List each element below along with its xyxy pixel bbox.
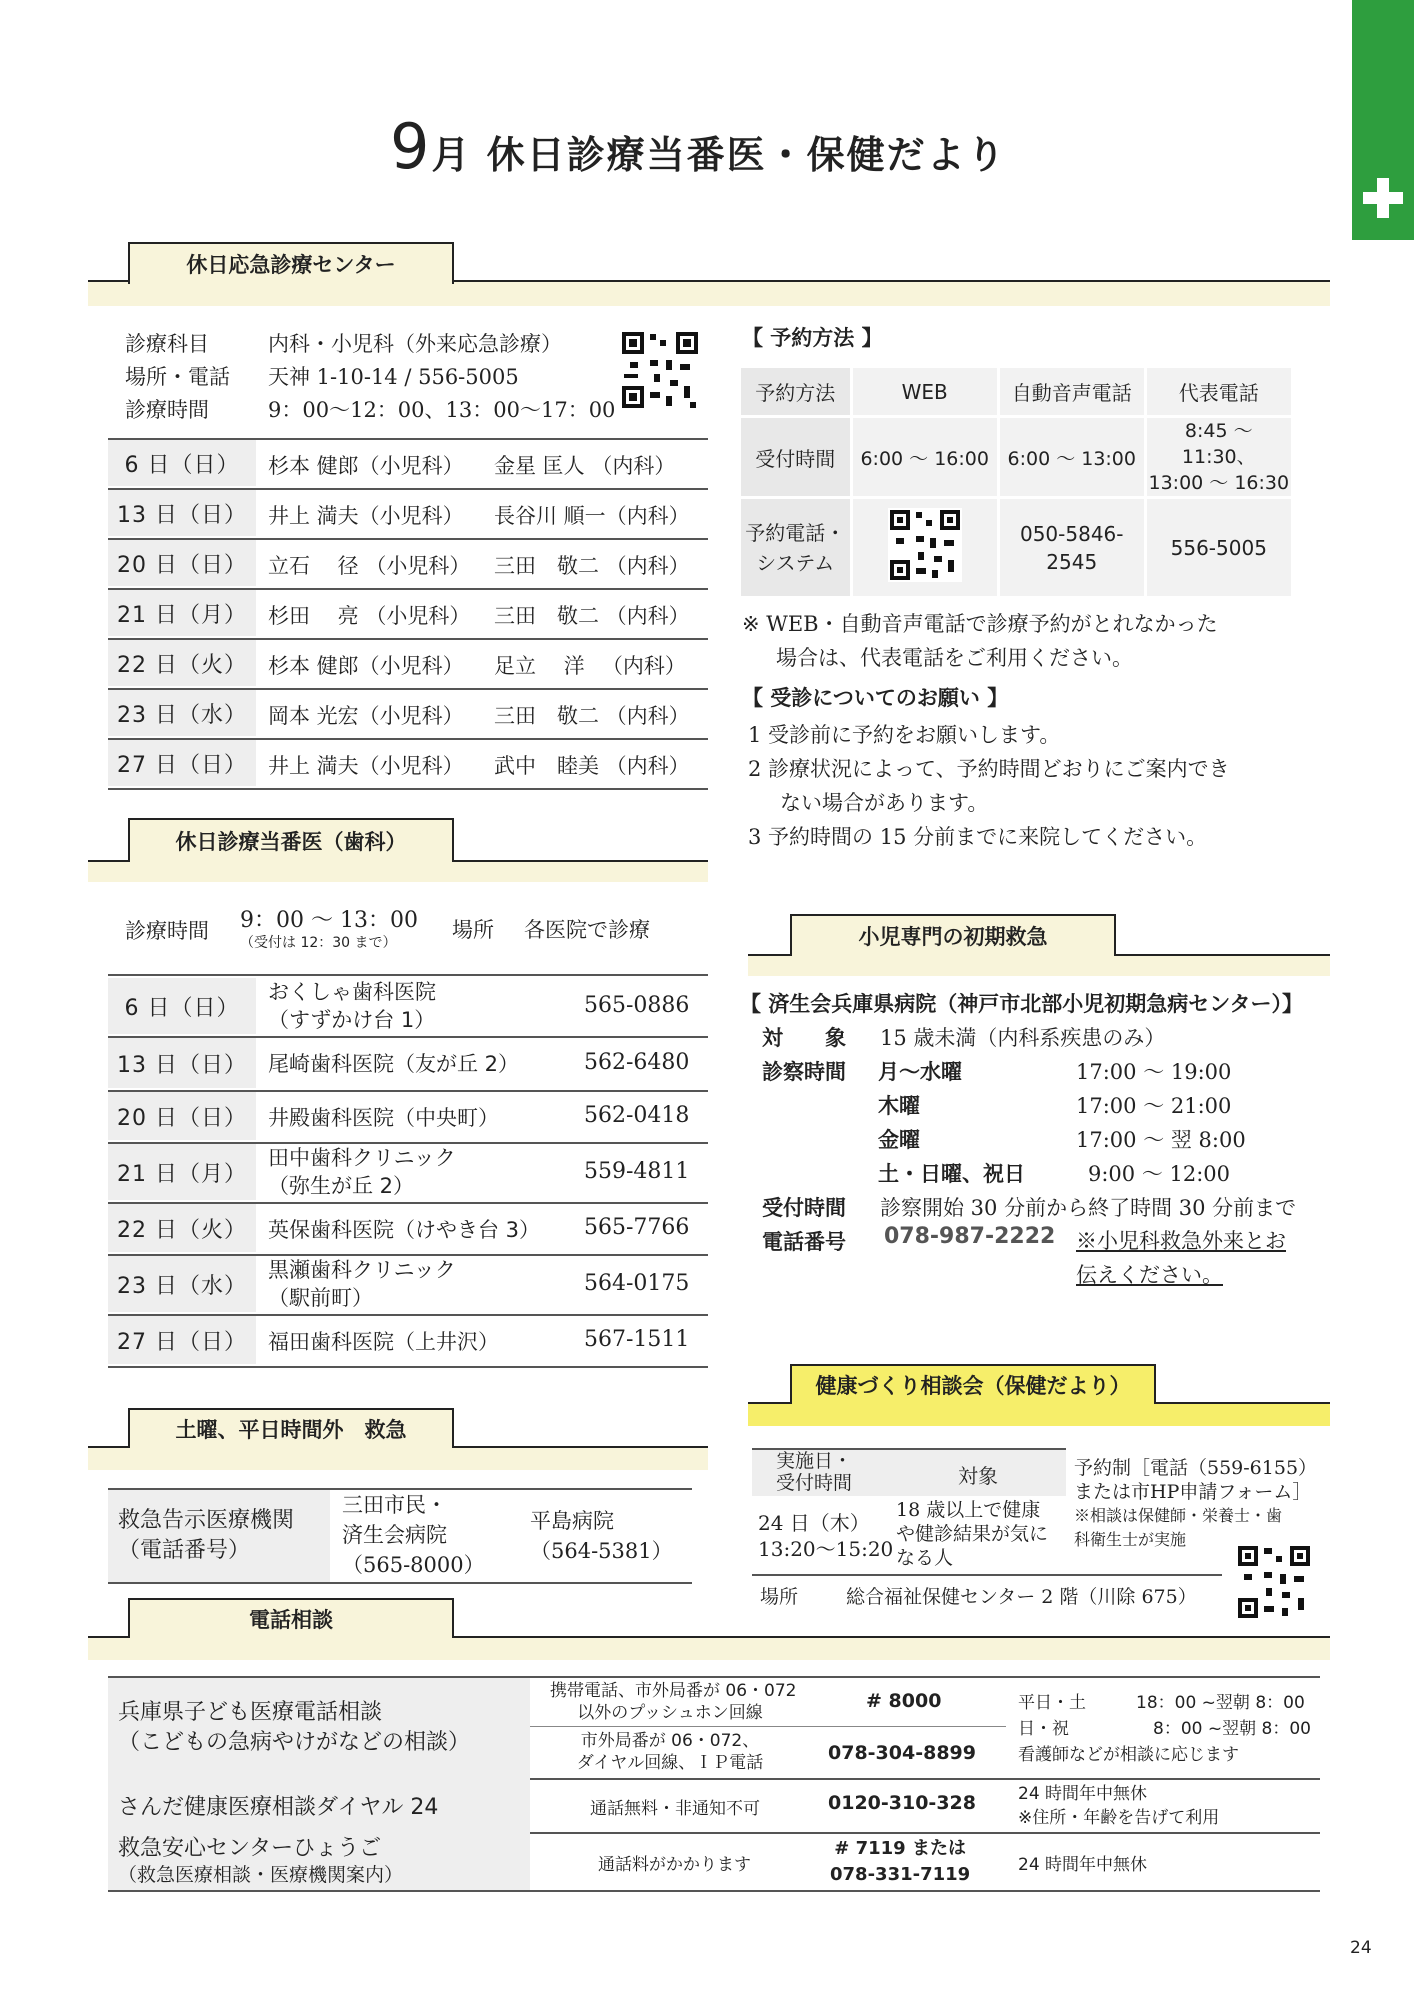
hospital-sanda-3: （565-8000）: [342, 1553, 485, 1577]
pediatric-doctor: 井上 満夫（小児科）: [268, 504, 464, 528]
dental-phone[interactable]: 565-7766: [584, 1215, 690, 1240]
health-date: [758, 1510, 893, 1562]
ped-schedule-time: 17:00 ～ 21:00: [1076, 1094, 1232, 1118]
hospital-sanda: [342, 1490, 485, 1580]
schedule-day: 6 日（日）: [108, 440, 256, 486]
phone-r1b-cond-2: ダイヤル回線、ＩＰ電話: [576, 1753, 764, 1773]
res-system-label-1: 予約電話・: [745, 520, 846, 545]
phone-r1b-number[interactable]: 078-304-8899: [828, 1742, 976, 1764]
phone-r3-number-1: # 7119 または: [834, 1838, 966, 1859]
phone-row1-name-1: 兵庫県子ども医療電話相談: [118, 1700, 383, 1725]
internal-doctor: 武中 睦美 （内科）: [494, 754, 690, 778]
health-reserve-2: または市HP申請フォーム］: [1074, 1481, 1312, 1503]
dental-phone[interactable]: 565-0886: [584, 993, 690, 1018]
dental-place: 各医院で診療: [524, 918, 650, 942]
dental-clinic: 英保歯科医院（けやき台 3）: [268, 1218, 541, 1242]
phone-row3-name-1: 救急安心センターひょうご: [118, 1836, 382, 1861]
row-rule: [108, 788, 708, 790]
phone-r1-hours-day1: 平日・土: [1018, 1693, 1086, 1713]
dental-phone[interactable]: 567-1511: [584, 1327, 690, 1352]
hospital-sanda-1: 三田市民・: [342, 1493, 447, 1517]
res-web-qr-cell: [851, 498, 998, 598]
phone-rule: [108, 1890, 1320, 1892]
schedule-day: 13 日（日）: [108, 490, 256, 536]
section-band: [88, 1638, 1330, 1660]
dental-hours-label: 診療時間: [125, 919, 209, 943]
health-col1-head-2: 受付時間: [776, 1472, 853, 1494]
health-reserve: [1074, 1456, 1317, 1552]
dental-clinic: 尾崎歯科医院（友が丘 2）: [268, 1052, 520, 1076]
schedule-day: 20 日（日）: [108, 1092, 256, 1140]
requests-list: [748, 718, 1230, 854]
phone-r1b-cond-1: 市外局番が 06・072、: [580, 1731, 760, 1751]
dental-clinic: 井殿歯科医院（中央町）: [268, 1106, 499, 1130]
hospital-sanda-2: 済生会病院: [342, 1523, 447, 1547]
phone-r2-number[interactable]: 0120-310-328: [828, 1792, 976, 1814]
dental-phone[interactable]: 559-4811: [584, 1159, 690, 1184]
health-target-3: なる人: [896, 1547, 954, 1569]
page-title: [390, 110, 1007, 183]
request-item-2: 2 診療状況によって、予約時間どおりにご案内でき: [748, 757, 1230, 781]
schedule-day: 23 日（水）: [108, 690, 256, 736]
pediatric-hospital: 【 済生会兵庫県病院（神戸市北部小児初期急病センター）】: [740, 992, 1303, 1016]
label-dept: 診療科目: [125, 332, 209, 356]
pediatric-doctor: 杉本 健郎（小児科）: [268, 454, 464, 478]
phone-row1-name-2: （こどもの急病やけがなどの相談）: [118, 1730, 471, 1755]
dental-phone[interactable]: 562-0418: [584, 1103, 690, 1128]
phone-r2-note-2: ※住所・年齢を告げて利用: [1018, 1808, 1220, 1828]
pediatric-doctor: 岡本 光宏（小児科）: [268, 704, 464, 728]
dental-clinic-name: おくしゃ歯科医院: [268, 980, 436, 1004]
dental-clinic: [268, 1144, 456, 1200]
health-date-1: 24 日（木）: [758, 1511, 870, 1535]
phone-r1b-cond: [550, 1730, 790, 1774]
label-hours: 診療時間: [125, 398, 209, 422]
ped-schedule-day: 月～水曜: [878, 1060, 962, 1084]
dental-header: 休日診療当番医（歯科）: [128, 818, 454, 862]
ped-schedule-day: 金曜: [878, 1128, 920, 1152]
section-band: [748, 956, 1330, 976]
res-hours-auto: 6:00 ～ 13:00: [998, 417, 1145, 498]
health-target-2: や健診結果が気に: [896, 1523, 1049, 1545]
phone-r3-note: 24 時間年中無休: [1018, 1855, 1148, 1875]
health-date-2: 13:20～15:20: [758, 1537, 894, 1561]
res-hours-rep-1: 8:45 ～ 11:30、: [1181, 420, 1256, 468]
ped-schedule-time: 17:00 ～ 翌 8:00: [1076, 1128, 1246, 1152]
res-hours-web: 6:00 ～ 16:00: [851, 417, 998, 498]
health-reserve-4: 科衛生士が実施: [1074, 1530, 1187, 1549]
request-item-1: 1 受診前に予約をお願いします。: [748, 723, 1061, 747]
saturday-header: 土曜、平日時間外 救急: [128, 1408, 454, 1448]
health-place-label: 場所: [760, 1586, 799, 1608]
phone-subrule: [530, 1726, 1006, 1727]
page-title-month: 9: [390, 110, 432, 183]
section-band: [88, 862, 708, 882]
reservation-title: 【 予約方法 】: [742, 326, 883, 350]
health-target: [896, 1498, 1048, 1570]
dental-place-label: 場所: [452, 918, 494, 942]
internal-doctor: 三田 敬二 （内科）: [494, 704, 690, 728]
value-place: 天神 1-10-14 / 556-5005: [268, 365, 519, 389]
pediatric-reception: 診察開始 30 分前から終了時間 30 分前まで: [880, 1196, 1297, 1220]
res-hours-label: 受付時間: [740, 417, 852, 498]
phone-r2-cond: 通話無料・非通知不可: [590, 1799, 760, 1819]
schedule-day: 21 日（月）: [108, 1144, 256, 1200]
saturday-bottom-rule: [108, 1582, 692, 1584]
section-band: [88, 282, 1330, 306]
section-band: [88, 1448, 708, 1470]
phone-r3-cond: 通話料がかかります: [598, 1855, 751, 1875]
phone-r3-number[interactable]: [830, 1836, 970, 1888]
value-dept: 内科・小児科（外来応急診療）: [268, 332, 562, 356]
ped-schedule-time: 17:00 ～ 19:00: [1076, 1060, 1232, 1084]
page-title-rest: 月 休日診療当番医・保健だより: [431, 133, 1007, 177]
requests-title: 【 受診についてのお願い 】: [742, 686, 1009, 710]
value-hours: 9：00～12：00、13：00～17：00: [268, 398, 616, 422]
pediatric-phone-note-2: 伝えください。: [1076, 1263, 1223, 1287]
dental-clinic: [268, 1256, 456, 1312]
ped-schedule-day: 木曜: [878, 1094, 920, 1118]
pediatric-phone-label: 電話番号: [762, 1230, 846, 1254]
phone-r1a-cond-1: 携帯電話、市外局番が 06・072: [550, 1681, 797, 1701]
phone-consult-header: 電話相談: [128, 1598, 454, 1638]
emergency-center-header: 休日応急診療センター: [128, 242, 454, 284]
schedule-day: 27 日（日）: [108, 1316, 256, 1364]
dental-clinic-name: 黒瀬歯科クリニック: [268, 1258, 456, 1282]
health-col2-head: 対象: [958, 1464, 998, 1488]
health-col1-head-1: 実施日・: [776, 1450, 853, 1472]
phone-r1-hours-time2: 8：00 ~翌朝 8：00: [1153, 1719, 1311, 1739]
dental-clinic-area: （すずかけ台 1）: [268, 1008, 436, 1032]
green-side-tab: [1352, 0, 1414, 240]
schedule-day: 27 日（日）: [108, 740, 256, 786]
phone-r1-hours: [1018, 1690, 1311, 1768]
pediatric-header: 小児専門の初期救急: [790, 914, 1116, 956]
emergency-center-values: [268, 328, 615, 427]
request-item-3: 3 予約時間の 15 分前までに来院してください。: [748, 825, 1208, 849]
pediatric-target-label: 対 象: [762, 1026, 846, 1050]
res-system-label-2: システム: [756, 550, 835, 575]
saturday-label-2: （電話番号）: [118, 1538, 251, 1563]
pediatric-doctor: 杉本 健郎（小児科）: [268, 654, 464, 678]
pediatric-phone-note-1: ※小児科救急外来とお: [1076, 1229, 1286, 1253]
schedule-day: 6 日（日）: [108, 978, 256, 1034]
phone-r1-note: 看護師などが相談に応じます: [1018, 1745, 1239, 1765]
dental-hours: 9：00 ～ 13：00: [240, 908, 418, 933]
ped-schedule-time: 9:00 ～ 12:00: [1088, 1162, 1231, 1186]
reservation-note-1: ※ WEB・自動音声電話で診療予約がとれなかった: [742, 612, 1218, 636]
phone-r3-number-2: 078-331-7119: [830, 1864, 971, 1885]
phone-r1-hours-day2: 日・祝: [1018, 1719, 1069, 1739]
res-head-rep: 代表電話: [1145, 367, 1292, 417]
health-header: 健康づくり相談会（保健だより）: [790, 1364, 1156, 1404]
dental-clinic-name: 田中歯科クリニック: [268, 1146, 456, 1170]
label-place: 場所・電話: [125, 365, 230, 389]
internal-doctor: 足立 洋 （内科）: [494, 654, 686, 678]
res-head-method: 予約方法: [740, 367, 852, 417]
schedule-day: 20 日（日）: [108, 540, 256, 586]
hospital-hirashima-2: （564-5381）: [530, 1539, 673, 1563]
schedule-day: 21 日（月）: [108, 590, 256, 636]
saturday-label: [118, 1506, 294, 1566]
res-hours-rep: [1145, 417, 1292, 498]
res-auto-phone: [998, 498, 1145, 598]
reservation-table: [738, 365, 1294, 599]
internal-doctor: 長谷川 順一（内科）: [494, 504, 690, 528]
cross-icon-horizontal: [1363, 192, 1403, 204]
health-reserve-1: 予約制［電話（559-6155）: [1074, 1457, 1318, 1479]
phone-r1a-cond-2: 以外のプッシュホン回線: [577, 1703, 763, 1723]
hospital-hirashima: [530, 1506, 673, 1566]
phone-row3-name-2: （救急医療相談・医療機関案内）: [118, 1864, 404, 1886]
internal-doctor: 金星 匡人 （内科）: [494, 454, 676, 478]
phone-r1a-cond: [550, 1680, 797, 1724]
pediatric-doctor: 井上 満夫（小児科）: [268, 754, 464, 778]
qr-code-icon[interactable]: [1236, 1544, 1312, 1620]
res-rep-phone: 556-5005: [1145, 498, 1292, 598]
hospital-hirashima-1: 平島病院: [530, 1509, 614, 1533]
res-auto-phone-2: 2545: [1046, 549, 1098, 574]
schedule-day: 13 日（日）: [108, 1038, 256, 1088]
pediatric-doctor: 立石 径 （小児科）: [268, 554, 471, 578]
schedule-day: 22 日（火）: [108, 1204, 256, 1252]
dental-phone[interactable]: 562-6480: [584, 1050, 690, 1075]
dental-clinic-area: （駅前町）: [268, 1286, 373, 1310]
health-col1-head: [776, 1450, 852, 1494]
schedule-day: 22 日（火）: [108, 640, 256, 686]
health-target-1: 18 歳以上で健康: [896, 1499, 1041, 1521]
ped-schedule-day: 土・日曜、祝日: [878, 1162, 1025, 1186]
row-rule: [108, 974, 708, 976]
dental-phone[interactable]: 564-0175: [584, 1271, 690, 1296]
dental-clinic: 福田歯科医院（上井沢）: [268, 1330, 499, 1354]
pediatric-phone-note: [1076, 1224, 1286, 1292]
health-reserve-3: ※相談は保健師・栄養士・歯: [1074, 1506, 1283, 1525]
reservation-note-2: 場合は、代表電話をご利用ください。: [776, 646, 1133, 670]
phone-row1-name: [118, 1698, 470, 1758]
pediatric-target: 15 歳未満（内科系疾患のみ）: [880, 1026, 1166, 1050]
health-place: 総合福祉保健センター 2 階（川除 675）: [846, 1586, 1197, 1608]
emergency-center-labels: [125, 328, 230, 427]
dental-hours-note: （受付は 12：30 まで）: [240, 935, 397, 951]
res-hours-rep-2: 13:00 ～ 16:30: [1148, 472, 1290, 494]
dental-clinic: [268, 978, 436, 1034]
page-number: 24: [1350, 1938, 1372, 1958]
res-head-auto: 自動音声電話: [998, 367, 1145, 417]
res-auto-phone-1: 050-5846-: [1019, 521, 1124, 546]
saturday-label-1: 救急告示医療機関: [118, 1508, 295, 1533]
pediatric-hours-label: 診察時間: [762, 1060, 846, 1084]
res-head-web: WEB: [851, 367, 998, 417]
phone-row3-name: [118, 1836, 403, 1888]
qr-code-icon[interactable]: [888, 508, 962, 582]
schedule-day: 23 日（水）: [108, 1256, 256, 1312]
phone-r1-hours-time1: 18：00 ~翌朝 8：00: [1136, 1693, 1305, 1713]
pediatric-phone[interactable]: 078-987-2222: [884, 1224, 1056, 1249]
res-system-label: [740, 498, 852, 598]
reservation-note: [742, 607, 1218, 675]
dental-clinic-area: （弥生が丘 2）: [268, 1174, 415, 1198]
pediatric-doctor: 杉田 亮 （小児科）: [268, 604, 471, 628]
phone-r2-note: [1018, 1782, 1219, 1830]
request-item-2-cont: ない場合があります。: [780, 791, 989, 815]
phone-r1a-number[interactable]: # 8000: [866, 1690, 942, 1712]
internal-doctor: 三田 敬二 （内科）: [494, 554, 690, 578]
phone-r2-note-1: 24 時間年中無休: [1018, 1784, 1148, 1804]
health-table-bottom: [752, 1574, 1222, 1576]
pediatric-reception-label: 受付時間: [762, 1196, 846, 1220]
phone-row2-name: さんだ健康医療相談ダイヤル 24: [118, 1795, 439, 1820]
internal-doctor: 三田 敬二 （内科）: [494, 604, 690, 628]
row-rule: [108, 1366, 708, 1368]
qr-code-icon[interactable]: [620, 330, 700, 410]
section-band: [748, 1404, 1330, 1426]
